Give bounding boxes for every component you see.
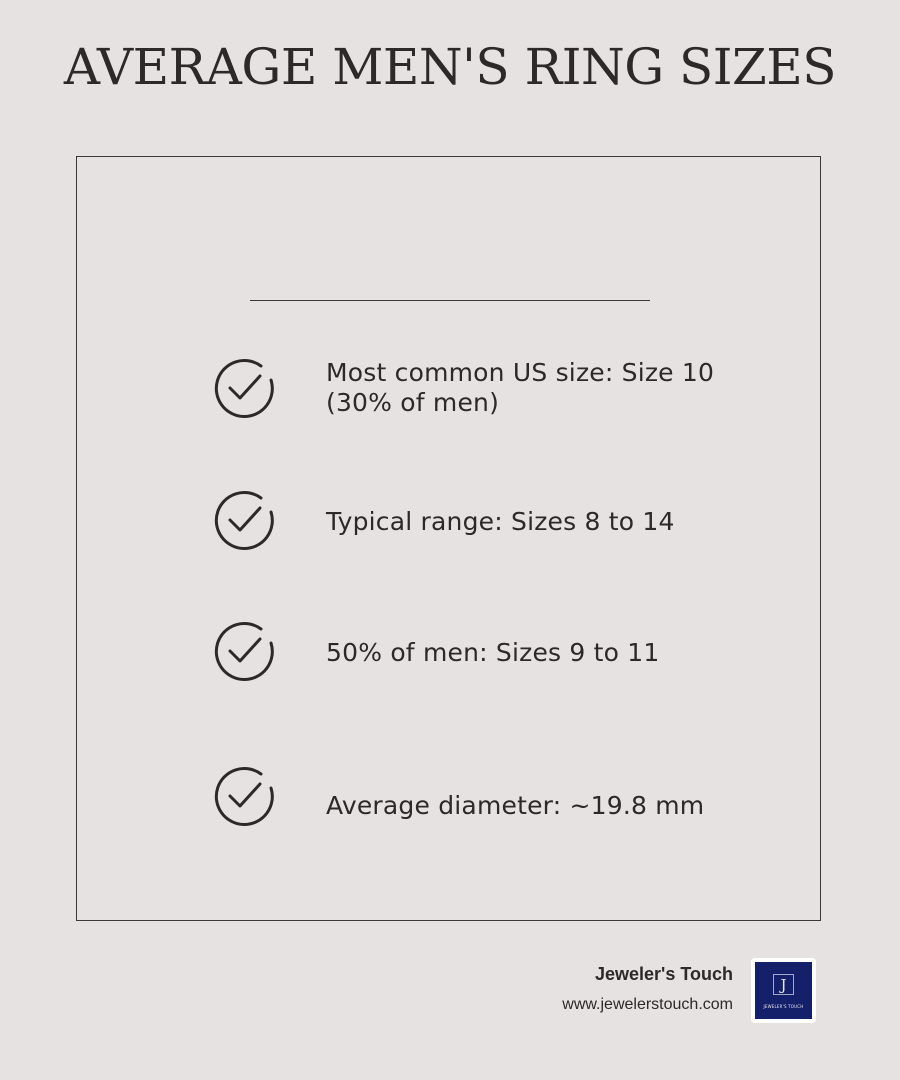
logo-text: JEWELER'S TOUCH [763,1004,804,1009]
item-text: Average diameter: ~19.8 mm [326,791,705,820]
list-item [213,765,733,829]
list-item [213,357,733,421]
check-circle-icon [213,765,275,827]
brand-url: www.jewelerstouch.com [562,996,733,1013]
divider [250,300,650,301]
info-panel [76,156,821,921]
item-text: 50% of men: Sizes 9 to 11 [326,638,660,667]
check-circle-icon [213,489,275,551]
check-circle-icon [213,357,275,419]
item-text: Most common US size: Size 10 (30% of men) [326,358,715,417]
item-text: Typical range: Sizes 8 to 14 [326,507,675,536]
brand-logo [751,958,816,1023]
list-item [213,489,733,553]
page-title: AVERAGE MEN'S RING SIZES [63,38,837,96]
logo-monogram-icon [773,974,794,995]
check-circle-icon [213,620,275,682]
logo-badge [755,962,812,1019]
brand-name: Jeweler's Touch [595,964,733,984]
list-item [213,620,733,684]
logo-letter: J [780,976,787,994]
